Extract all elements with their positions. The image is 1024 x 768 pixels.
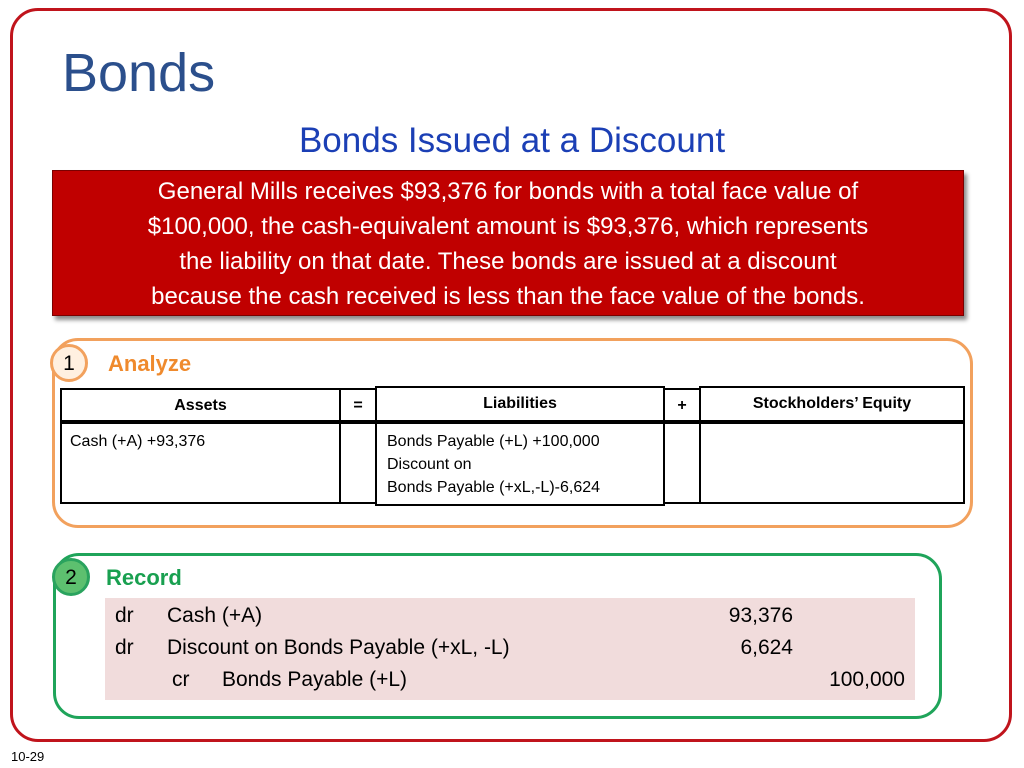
- liabilities-line: Bonds Payable (+L) +100,000: [387, 433, 600, 450]
- liabilities-line: Bonds Payable (+xL,-L)-6,624: [387, 479, 601, 496]
- entry-account: Discount on Bonds Payable (+xL, -L): [167, 636, 510, 659]
- plus-header: +: [663, 388, 701, 422]
- liabilities-cell: [375, 422, 665, 506]
- intro-line: $100,000, the cash-equivalent amount is $93,376, which represents: [147, 213, 869, 240]
- assets-header: Assets: [60, 388, 341, 422]
- equity-header: Stockholders’ Equity: [699, 386, 965, 422]
- entry-debit: 93,376: [728, 604, 793, 627]
- equity-cell: [699, 422, 965, 504]
- step-2-badge: 2: [52, 558, 90, 596]
- equals-header: =: [339, 388, 377, 422]
- page-number: 10-29: [11, 749, 45, 764]
- record-label: Record: [106, 565, 182, 590]
- entry-account: Cash (+A): [167, 604, 263, 627]
- slide-subtitle: Bonds Issued at a Discount: [298, 121, 726, 160]
- entry-type: dr: [115, 604, 134, 627]
- equals-cell: [339, 422, 377, 504]
- entry-type: dr: [115, 636, 134, 659]
- intro-box: [52, 170, 964, 316]
- entry-debit: 6,624: [740, 636, 793, 659]
- entry-type: cr: [172, 668, 190, 691]
- slide-title: Bonds: [62, 43, 216, 103]
- intro-line: the liability on that date. These bonds are issued at a discount: [179, 248, 837, 275]
- step-1-badge: 1: [50, 344, 88, 382]
- intro-line: General Mills receives $93,376 for bonds with a total face value of: [157, 178, 859, 205]
- intro-line: because the cash received is less than the face value of the bonds.: [151, 283, 865, 310]
- analyze-label: Analyze: [108, 351, 192, 376]
- liabilities-line: Discount on: [387, 456, 472, 473]
- liabilities-header: Liabilities: [375, 386, 665, 422]
- plus-cell: [663, 422, 701, 504]
- entry-account: Bonds Payable (+L): [222, 668, 408, 691]
- assets-cell: [60, 422, 341, 504]
- entry-credit: 100,000: [829, 668, 905, 691]
- assets-line: Cash (+A) +93,376: [70, 433, 206, 450]
- journal-entry: [105, 598, 915, 700]
